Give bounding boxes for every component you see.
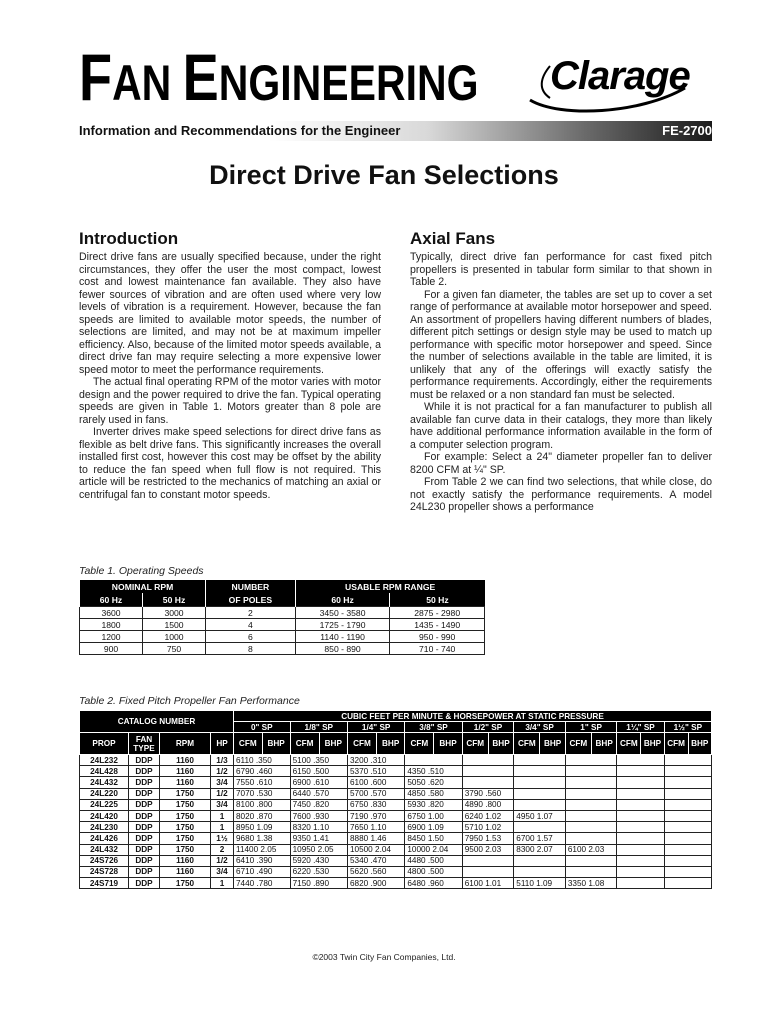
axial-heading: Axial Fans <box>410 229 496 248</box>
table-cell: 1500 <box>143 619 206 631</box>
performance-cell <box>617 866 664 877</box>
spec-cell: 1 <box>211 878 234 889</box>
performance-cell <box>664 788 711 799</box>
performance-cell <box>617 788 664 799</box>
spec-cell: 3/4 <box>211 799 234 810</box>
performance-cell <box>565 766 617 777</box>
spec-cell: DDP <box>129 866 160 877</box>
table-cell: 3000 <box>143 607 206 619</box>
performance-cell: 5920 .430 <box>290 855 347 866</box>
performance-cell <box>617 799 664 810</box>
performance-cell <box>405 755 462 766</box>
table-row <box>80 822 712 833</box>
cfm-header: CFM <box>234 733 263 755</box>
performance-cell <box>664 799 711 810</box>
performance-cell: 7600 .930 <box>290 810 347 821</box>
performance-cell <box>514 822 566 833</box>
cfm-header: CFM <box>514 733 540 755</box>
performance-cell: 6750 .830 <box>347 799 404 810</box>
performance-cell <box>514 766 566 777</box>
table-row <box>80 866 712 877</box>
table-cell: 1435 - 1490 <box>390 619 485 631</box>
prop-cell: 24L428 <box>80 766 129 777</box>
spec-cell: 1/2 <box>211 855 234 866</box>
performance-cell: 7450 .820 <box>290 799 347 810</box>
table1-sub-header: 50 Hz <box>143 593 206 607</box>
spec-cell: 1160 <box>160 855 211 866</box>
bhp-header: BHP <box>262 733 290 755</box>
performance-cell <box>664 810 711 821</box>
performance-cell <box>565 755 617 766</box>
table-cell: 4 <box>206 619 296 631</box>
col-header-fan-type: FAN TYPE <box>129 733 160 755</box>
axial-paragraph-4: For example: Select a 24" diameter propeller fan to deliver 8200 CFM at ¼" SP. <box>410 451 712 476</box>
spec-cell: 3/4 <box>211 777 234 788</box>
table-cell: 850 - 890 <box>295 643 390 655</box>
performance-cell <box>664 777 711 788</box>
table-cell: 8 <box>206 643 296 655</box>
performance-cell <box>664 822 711 833</box>
spec-cell: DDP <box>129 855 160 866</box>
axial-paragraph-3: While it is not practical for a fan manufacturer to publish all available fan curve data in their catalogs, they more than likely have additional performance information available in the form of a computer selection program. <box>410 401 712 451</box>
table-row <box>80 643 485 655</box>
performance-cell: 6440 .570 <box>290 788 347 799</box>
spec-cell: 1/2 <box>211 788 234 799</box>
prop-cell: 24S726 <box>80 855 129 866</box>
performance-cell <box>514 777 566 788</box>
cfm-header: CFM <box>405 733 434 755</box>
clarage-logo <box>520 48 695 118</box>
spec-cell: DDP <box>129 799 160 810</box>
performance-cell: 7150 .890 <box>290 878 347 889</box>
performance-cell <box>617 844 664 855</box>
prop-cell: 24L220 <box>80 788 129 799</box>
spec-cell: DDP <box>129 755 160 766</box>
table1-sub-header: 60 Hz <box>80 593 143 607</box>
spec-cell: 1 <box>211 822 234 833</box>
prop-cell: 24L230 <box>80 822 129 833</box>
performance-cell: 8300 2.07 <box>514 844 566 855</box>
performance-cell: 4950 1.07 <box>514 810 566 821</box>
logo-text: Clarage <box>550 54 690 98</box>
prop-cell: 24L426 <box>80 833 129 844</box>
col-header-rpm: RPM <box>160 733 211 755</box>
intro-paragraph-1: Direct drive fans are usually specified because, under the right circumstances, they offer the user the most compact, lowest cost and lowest maintenance fan available. They also have fewer sources of vibration and are often used where very low levels of vibration is a requirement. However, because the fan speeds are limited to available motor speeds, the number of selections are limited, and may not be at maximum impeller efficiency. Also, because of the limited motor speeds available, a direct drive fan may require selecting a more expensive lower speed motor to meet the performance requirements. <box>79 251 381 376</box>
performance-cell: 8450 1.50 <box>405 833 462 844</box>
performance-cell: 6100 1.01 <box>462 878 514 889</box>
performance-cell <box>664 866 711 877</box>
performance-cell: 6410 .390 <box>234 855 291 866</box>
performance-cell <box>664 766 711 777</box>
intro-paragraph-3: Inverter drives make speed selections for direct drive fans as flexible as belt drive fans. This significantly increases the overall installed first cost, however this cost may be offset by the ability to reduce the fan speed when full flow is not required. This article will be restricted to the mechanics of matching an axial or centrifugal fan to constant motor speeds. <box>79 426 381 501</box>
bhp-header: BHP <box>488 733 513 755</box>
table-row <box>80 855 712 866</box>
performance-cell: 8020 .870 <box>234 810 291 821</box>
performance-cell <box>462 866 514 877</box>
table2-body <box>80 755 712 889</box>
performance-cell <box>565 777 617 788</box>
table-cell: 750 <box>143 643 206 655</box>
performance-cell: 6100 2.03 <box>565 844 617 855</box>
performance-cell: 8950 1.09 <box>234 822 291 833</box>
performance-cell: 4850 .580 <box>405 788 462 799</box>
table1-group-header: USABLE RPM RANGE <box>295 580 484 593</box>
cfm-header: CFM <box>617 733 641 755</box>
spec-cell: 1160 <box>160 777 211 788</box>
performance-cell: 6240 1.02 <box>462 810 514 821</box>
header-subtitle: Information and Recommendations for the Engineer <box>79 123 401 138</box>
spec-cell: 1160 <box>160 866 211 877</box>
performance-cell: 6110 .350 <box>234 755 291 766</box>
performance-cell <box>462 755 514 766</box>
spec-cell: DDP <box>129 777 160 788</box>
table-cell: 3600 <box>80 607 143 619</box>
table1-group-header: NOMINAL RPM <box>80 580 206 593</box>
brand-initial-e: E <box>182 40 219 114</box>
performance-cell: 6820 .900 <box>347 878 404 889</box>
performance-cell <box>462 777 514 788</box>
col-header-prop: PROP <box>80 733 129 755</box>
table1-group-header: NUMBER <box>206 580 296 593</box>
performance-cell <box>565 866 617 877</box>
performance-cell <box>514 755 566 766</box>
spec-cell: 1/2 <box>211 766 234 777</box>
performance-cell: 8320 1.10 <box>290 822 347 833</box>
sp-header: 1" SP <box>565 722 617 733</box>
performance-cell: 6900 .610 <box>290 777 347 788</box>
performance-cell <box>514 855 566 866</box>
performance-cell: 7650 1.10 <box>347 822 404 833</box>
spec-cell: 1 <box>211 810 234 821</box>
performance-cell: 9500 2.03 <box>462 844 514 855</box>
brand-wordmark <box>79 40 479 114</box>
sp-header: 1¼" SP <box>617 722 664 733</box>
performance-cell <box>565 833 617 844</box>
performance-cell: 10000 2.04 <box>405 844 462 855</box>
spec-cell: 1½ <box>211 833 234 844</box>
spec-cell: DDP <box>129 878 160 889</box>
performance-cell: 5110 1.09 <box>514 878 566 889</box>
performance-cell: 5700 .570 <box>347 788 404 799</box>
table-cell: 1140 - 1190 <box>295 631 390 643</box>
bhp-header: BHP <box>319 733 347 755</box>
performance-cell <box>617 777 664 788</box>
performance-cell: 3790 .560 <box>462 788 514 799</box>
spec-cell: 1750 <box>160 788 211 799</box>
performance-cell: 6480 .960 <box>405 878 462 889</box>
performance-cell: 4800 .500 <box>405 866 462 877</box>
spec-cell: 3/4 <box>211 866 234 877</box>
performance-cell <box>617 810 664 821</box>
table-cell: 3450 - 3580 <box>295 607 390 619</box>
performance-cell <box>664 855 711 866</box>
table1-caption: Table 1. Operating Speeds <box>79 565 204 577</box>
brand-text-ngineering: NGINEERING <box>218 55 479 111</box>
performance-cell <box>617 833 664 844</box>
catalog-number-header: CATALOG NUMBER <box>80 711 234 733</box>
page-title: Direct Drive Fan Selections <box>209 160 559 190</box>
spec-cell: 1/3 <box>211 755 234 766</box>
spec-cell: DDP <box>129 788 160 799</box>
performance-cell: 4480 .500 <box>405 855 462 866</box>
table-row <box>80 631 485 643</box>
performance-cell <box>664 844 711 855</box>
performance-cell: 5050 .620 <box>405 777 462 788</box>
table-row <box>80 878 712 889</box>
performance-cell: 8100 .800 <box>234 799 291 810</box>
performance-cell: 7190 .970 <box>347 810 404 821</box>
table1-sub-header: OF POLES <box>206 593 296 607</box>
copyright-footer: ©2003 Twin City Fan Companies, Ltd. <box>312 952 456 962</box>
sp-header: 3/4" SP <box>514 722 566 733</box>
performance-cell: 11400 2.05 <box>234 844 291 855</box>
intro-text <box>79 251 381 501</box>
table-row <box>80 777 712 788</box>
performance-cell <box>565 855 617 866</box>
cfm-header: CFM <box>462 733 488 755</box>
spec-cell: DDP <box>129 833 160 844</box>
intro-heading: Introduction <box>79 229 179 248</box>
performance-header: CUBIC FEET PER MINUTE & HORSEPOWER AT STATIC PRESSURE <box>234 711 712 722</box>
spec-cell: 1160 <box>160 766 211 777</box>
table-row <box>80 799 712 810</box>
brand-initial-f: F <box>79 40 113 114</box>
performance-cell: 9680 1.38 <box>234 833 291 844</box>
axial-paragraph-5: From Table 2 we can find two selections, that while close, do not exactly satisfy the performance requirements. A model 24L230 propeller shows a performance <box>410 476 712 513</box>
performance-cell: 7550 .610 <box>234 777 291 788</box>
table-cell: 2875 - 2980 <box>390 607 485 619</box>
cfm-header: CFM <box>347 733 376 755</box>
bhp-header: BHP <box>376 733 404 755</box>
intro-paragraph-2: The actual final operating RPM of the motor varies with motor design and the power required to drive the fan. Typical operating speeds are given in Table 1. Motors greater than 8 pole are rarely used in fans. <box>79 376 381 426</box>
performance-cell: 6100 .600 <box>347 777 404 788</box>
performance-cell: 8880 1.46 <box>347 833 404 844</box>
table-row <box>80 607 485 619</box>
sp-header: 1/4" SP <box>347 722 404 733</box>
sp-header: 3/8" SP <box>405 722 462 733</box>
document-number: FE-2700 <box>662 123 712 138</box>
axial-text <box>410 251 712 514</box>
sp-header: 1/8" SP <box>290 722 347 733</box>
performance-cell <box>565 822 617 833</box>
table-row <box>80 844 712 855</box>
col-header-hp: HP <box>211 733 234 755</box>
performance-cell <box>565 788 617 799</box>
spec-cell: 1750 <box>160 810 211 821</box>
prop-cell: 24S719 <box>80 878 129 889</box>
performance-cell: 6750 1.00 <box>405 810 462 821</box>
performance-cell: 7070 .530 <box>234 788 291 799</box>
table-cell: 1000 <box>143 631 206 643</box>
prop-cell: 24L225 <box>80 799 129 810</box>
table-row <box>80 755 712 766</box>
spec-cell: 1160 <box>160 755 211 766</box>
performance-cell: 5370 .510 <box>347 766 404 777</box>
table-row <box>80 810 712 821</box>
performance-cell: 7950 1.53 <box>462 833 514 844</box>
performance-cell <box>617 755 664 766</box>
prop-cell: 24L432 <box>80 777 129 788</box>
performance-cell <box>664 755 711 766</box>
brand-text-an: AN <box>112 55 183 111</box>
table-cell: 1725 - 1790 <box>295 619 390 631</box>
cfm-header: CFM <box>290 733 319 755</box>
table-cell: 1200 <box>80 631 143 643</box>
prop-cell: 24S728 <box>80 866 129 877</box>
spec-cell: 1750 <box>160 799 211 810</box>
axial-paragraph-1: Typically, direct drive fan performance for cast fixed pitch propellers is presented in tabular form similar to that shown in Table 2. <box>410 251 712 288</box>
performance-cell: 7440 .780 <box>234 878 291 889</box>
table1-sub-header: 50 Hz <box>390 593 485 607</box>
table-cell: 1800 <box>80 619 143 631</box>
performance-cell: 9350 1.41 <box>290 833 347 844</box>
performance-cell: 10950 2.05 <box>290 844 347 855</box>
performance-cell: 4350 .510 <box>405 766 462 777</box>
performance-cell <box>617 766 664 777</box>
cfm-header: CFM <box>664 733 688 755</box>
performance-cell <box>462 766 514 777</box>
spec-cell: DDP <box>129 844 160 855</box>
performance-cell: 6700 1.57 <box>514 833 566 844</box>
performance-cell: 5930 .820 <box>405 799 462 810</box>
spec-cell: DDP <box>129 822 160 833</box>
performance-cell: 5620 .560 <box>347 866 404 877</box>
spec-cell: 1750 <box>160 844 211 855</box>
performance-cell <box>617 878 664 889</box>
performance-cell <box>462 855 514 866</box>
sp-header: 1½" SP <box>664 722 711 733</box>
performance-cell: 6150 .500 <box>290 766 347 777</box>
table-cell: 6 <box>206 631 296 643</box>
operating-speeds-table <box>79 580 485 655</box>
performance-cell <box>617 855 664 866</box>
axial-paragraph-2: For a given fan diameter, the tables are set up to cover a set range of performance at available motor horsepower and speed. An assortment of propellers having different numbers of blades, different pitch settings or design style may be used to match up performance with specific motor horsepower and speed. Since the number of selections available in the table are limited, it is unlikely that any of the offerings will exactly satisfy the performance requirements. Accordingly, either the requirements must be relaxed or a non standard fan must be selected. <box>410 288 712 401</box>
prop-cell: 24L232 <box>80 755 129 766</box>
table-row <box>80 833 712 844</box>
performance-cell <box>664 878 711 889</box>
performance-cell <box>664 833 711 844</box>
performance-cell: 5340 .470 <box>347 855 404 866</box>
spec-cell: 1750 <box>160 878 211 889</box>
table-row <box>80 766 712 777</box>
bhp-header: BHP <box>434 733 462 755</box>
cfm-header: CFM <box>565 733 591 755</box>
performance-cell: 6220 .530 <box>290 866 347 877</box>
performance-cell: 6790 .460 <box>234 766 291 777</box>
table-cell: 900 <box>80 643 143 655</box>
bhp-header: BHP <box>641 733 664 755</box>
performance-cell <box>617 822 664 833</box>
spec-cell: 1750 <box>160 833 211 844</box>
performance-cell: 6710 .490 <box>234 866 291 877</box>
bhp-header: BHP <box>591 733 616 755</box>
performance-cell: 4890 .800 <box>462 799 514 810</box>
spec-cell: 1750 <box>160 822 211 833</box>
spec-cell: DDP <box>129 810 160 821</box>
performance-cell <box>514 866 566 877</box>
performance-cell: 3200 .310 <box>347 755 404 766</box>
propeller-performance-table <box>79 710 712 889</box>
spec-cell: 2 <box>211 844 234 855</box>
sp-header: 0" SP <box>234 722 291 733</box>
bhp-header: BHP <box>540 733 565 755</box>
table-cell: 950 - 990 <box>390 631 485 643</box>
performance-cell <box>565 810 617 821</box>
table2-caption: Table 2. Fixed Pitch Propeller Fan Performance <box>79 695 300 707</box>
table-row <box>80 619 485 631</box>
prop-cell: 24L420 <box>80 810 129 821</box>
table1-sub-header: 60 Hz <box>295 593 390 607</box>
spec-cell: DDP <box>129 766 160 777</box>
sp-header: 1/2" SP <box>462 722 514 733</box>
bhp-header: BHP <box>688 733 711 755</box>
performance-cell: 5100 .350 <box>290 755 347 766</box>
table-row <box>80 788 712 799</box>
performance-cell <box>514 788 566 799</box>
performance-cell <box>514 799 566 810</box>
performance-cell: 5710 1.02 <box>462 822 514 833</box>
performance-cell: 6900 1.09 <box>405 822 462 833</box>
performance-cell: 10500 2.04 <box>347 844 404 855</box>
table-cell: 710 - 740 <box>390 643 485 655</box>
performance-cell: 3350 1.08 <box>565 878 617 889</box>
performance-cell <box>565 799 617 810</box>
prop-cell: 24L432 <box>80 844 129 855</box>
table-cell: 2 <box>206 607 296 619</box>
